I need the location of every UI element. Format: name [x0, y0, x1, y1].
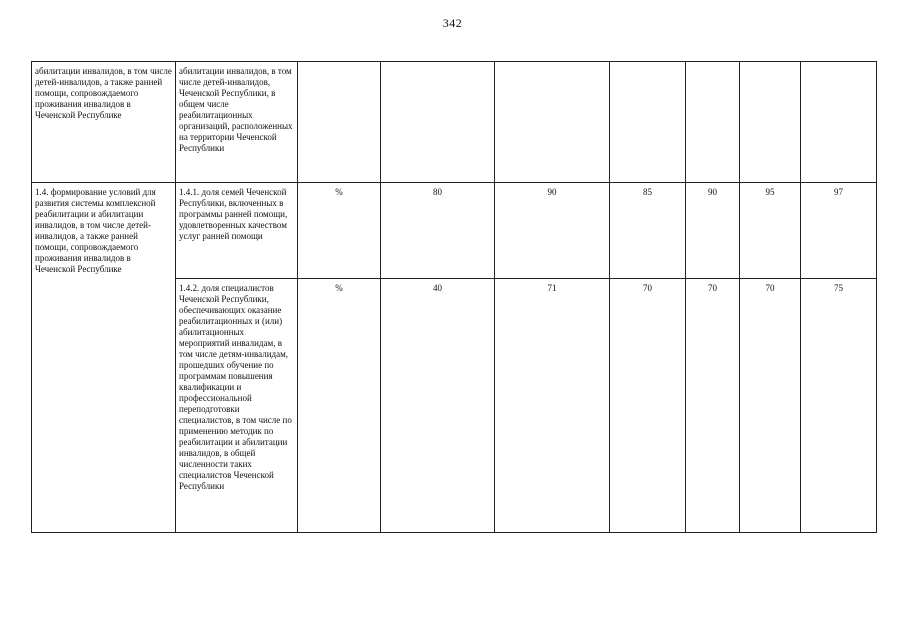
indicator-cell: 1.4.1. доля семей Чеченской Республики, включенных в программы ранней помощи, удовлетворенных качеством услуг ранней помощи [176, 183, 298, 279]
task-cell: 1.4. формирование условий для развития системы комплексной реабилитации и абилитации инвалидов, в том числе детей-инвалидов, а также ранней помощи, сопровождаемого проживания инвалидов в Чеченской Республике [32, 183, 176, 533]
table-row [32, 62, 877, 183]
value-cell: 71 [495, 279, 610, 533]
page-number: 342 [442, 16, 463, 30]
unit-cell [298, 62, 381, 183]
table-row [32, 183, 877, 279]
value-cell: 90 [495, 183, 610, 279]
value-cell [381, 62, 495, 183]
value-cell: 40 [381, 279, 495, 533]
unit-cell: % [298, 279, 381, 533]
unit-cell: % [298, 183, 381, 279]
value-cell: 70 [610, 279, 686, 533]
value-cell: 97 [801, 183, 877, 279]
value-cell: 80 [381, 183, 495, 279]
indicator-cell: абилитации инвалидов, в том числе детей-инвалидов, Чеченской Республики, в общем числе реабилитационных организаций, расположенных на территории Чеченской Республики [176, 62, 298, 183]
value-cell [610, 62, 686, 183]
value-cell: 85 [610, 183, 686, 279]
value-cell [495, 62, 610, 183]
value-cell [686, 62, 740, 183]
value-cell: 75 [801, 279, 877, 533]
indicator-cell: 1.4.2. доля специалистов Чеченской Республики, обеспечивающих оказание реабилитационных и (или) абилитационных мероприятий инвалидам, в том числе детям-инвалидам, прошедших обучение по программам повышения квалификации и профессиональной переподготовки специалистов, в том числе по применению методик по реабилитации и абилитации инвалидов, в общей численности таких специалистов Чеченской Республики [176, 279, 298, 533]
value-cell: 90 [686, 183, 740, 279]
value-cell: 95 [740, 183, 801, 279]
value-cell [740, 62, 801, 183]
task-cell: абилитации инвалидов, в том числе детей-инвалидов, а также ранней помощи, сопровождаемого проживания инвалидов в Чеченской Республике [32, 62, 176, 183]
value-cell [801, 62, 877, 183]
indicators-table [31, 61, 877, 533]
value-cell: 70 [740, 279, 801, 533]
value-cell: 70 [686, 279, 740, 533]
